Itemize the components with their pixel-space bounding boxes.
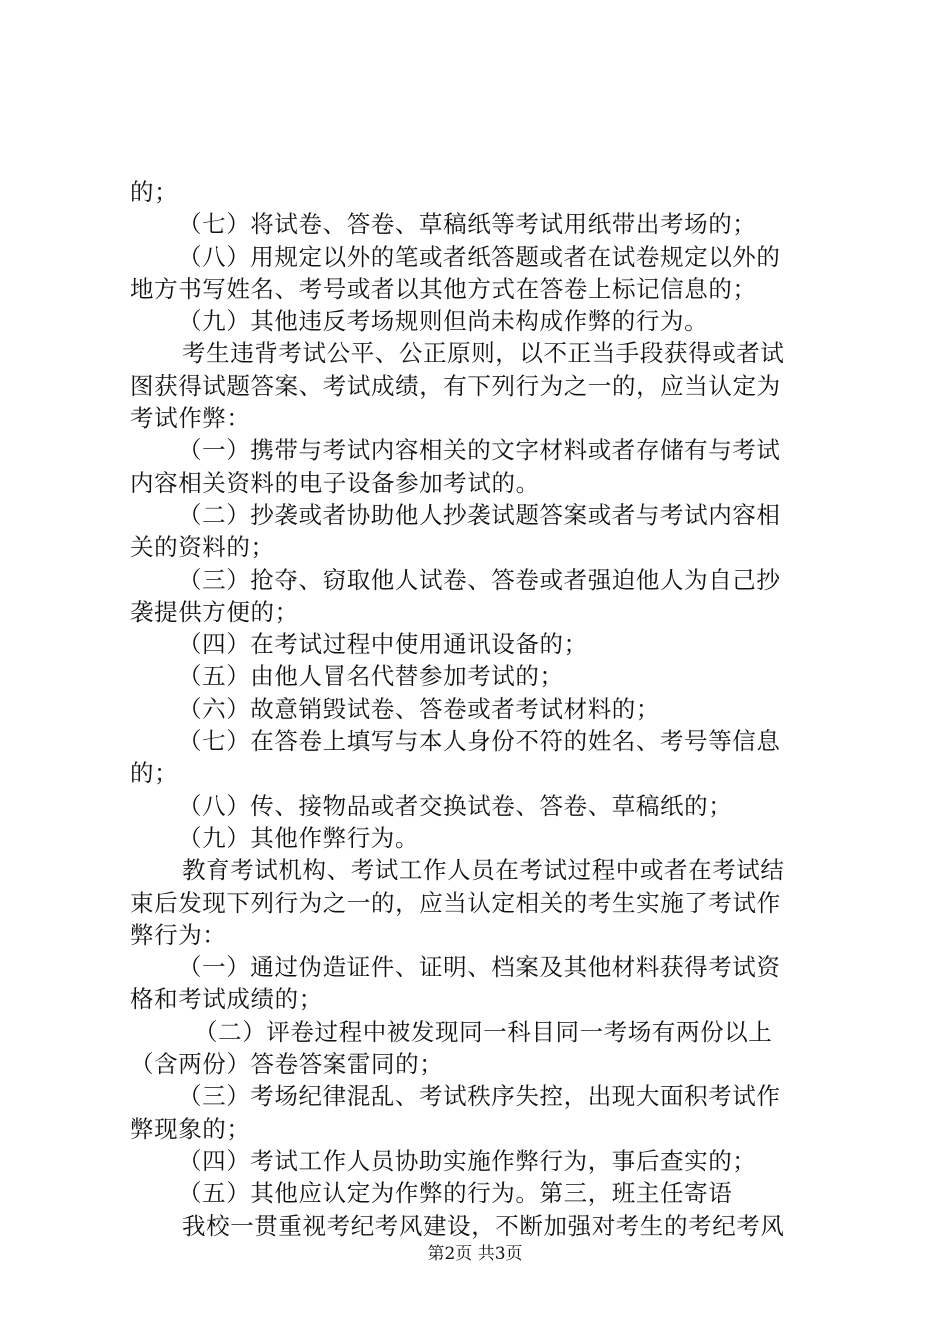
text-line: 的； <box>130 178 179 206</box>
text-line: 考生违背考试公平、公正原则，以不正当手段获得或者试 <box>182 339 785 368</box>
text-line: 袭提供方便的； <box>130 597 299 626</box>
text-line: （五）其他应认定为作弊的行为。第三，班主任寄语 <box>178 1179 733 1208</box>
text-line: （九）其他作弊行为。 <box>178 823 419 852</box>
text-line: （五）由他人冒名代替参加考试的； <box>178 662 564 691</box>
text-line: 弊行为： <box>130 920 227 949</box>
text-line: 我校一贯重视考纪考风建设，不断加强对考生的考纪考风 <box>182 1211 785 1240</box>
text-line: （一）通过伪造证件、证明、档案及其他材料获得考试资 <box>178 953 781 982</box>
text-line: （一）携带与考试内容相关的文字材料或者存储有与考试 <box>178 436 781 465</box>
text-line: 弊现象的； <box>130 1114 251 1143</box>
text-line: （四）在考试过程中使用通讯设备的； <box>178 630 588 659</box>
document-body <box>130 176 830 1242</box>
text-line: （八）传、接物品或者交换试卷、答卷、草稿纸的； <box>178 791 733 820</box>
text-line: （二）抄袭或者协助他人抄袭试题答案或者与考试内容相 <box>178 500 781 529</box>
text-line: 格和考试成绩的； <box>130 985 323 1014</box>
text-line: 关的资料的； <box>130 533 275 562</box>
text-line: （四）考试工作人员协助实施作弊行为，事后查实的； <box>178 1146 757 1175</box>
text-line: （三）考场纪律混乱、考试秩序失控，出现大面积考试作 <box>178 1082 781 1111</box>
text-line: （七）在答卷上填写与本人身份不符的姓名、考号等信息 <box>178 727 781 756</box>
text-line: （二）评卷过程中被发现同一科目同一考场有两份以上 <box>194 1017 773 1046</box>
text-line: 考试作弊： <box>130 404 251 433</box>
page-number-footer: 第2页 共3页 <box>427 1244 523 1264</box>
text-line: （九）其他违反考场规则但尚未构成作弊的行为。 <box>178 307 709 336</box>
text-line: 内容相关资料的电子设备参加考试的。 <box>130 468 540 497</box>
text-line: 教育考试机构、考试工作人员在考试过程中或者在考试结 <box>182 856 785 885</box>
text-line: 的； <box>130 759 179 788</box>
text-line: 束后发现下列行为之一的，应当认定相关的考生实施了考试作 <box>130 888 781 917</box>
text-line: （八）用规定以外的笔或者纸答题或者在试卷规定以外的 <box>178 242 781 271</box>
text-line: 图获得试题答案、考试成绩，有下列行为之一的，应当认定为 <box>130 371 781 400</box>
text-line: （七）将试卷、答卷、草稿纸等考试用纸带出考场的； <box>178 210 757 239</box>
text-line: 地方书写姓名、考号或者以其他方式在答卷上标记信息的； <box>130 274 757 303</box>
text-line: （三）抢夺、窃取他人试卷、答卷或者强迫他人为自己抄 <box>178 565 781 594</box>
text-line: （含两份）答卷答案雷同的； <box>130 1050 444 1079</box>
text-line: （六）故意销毁试卷、答卷或者考试材料的； <box>178 694 660 723</box>
